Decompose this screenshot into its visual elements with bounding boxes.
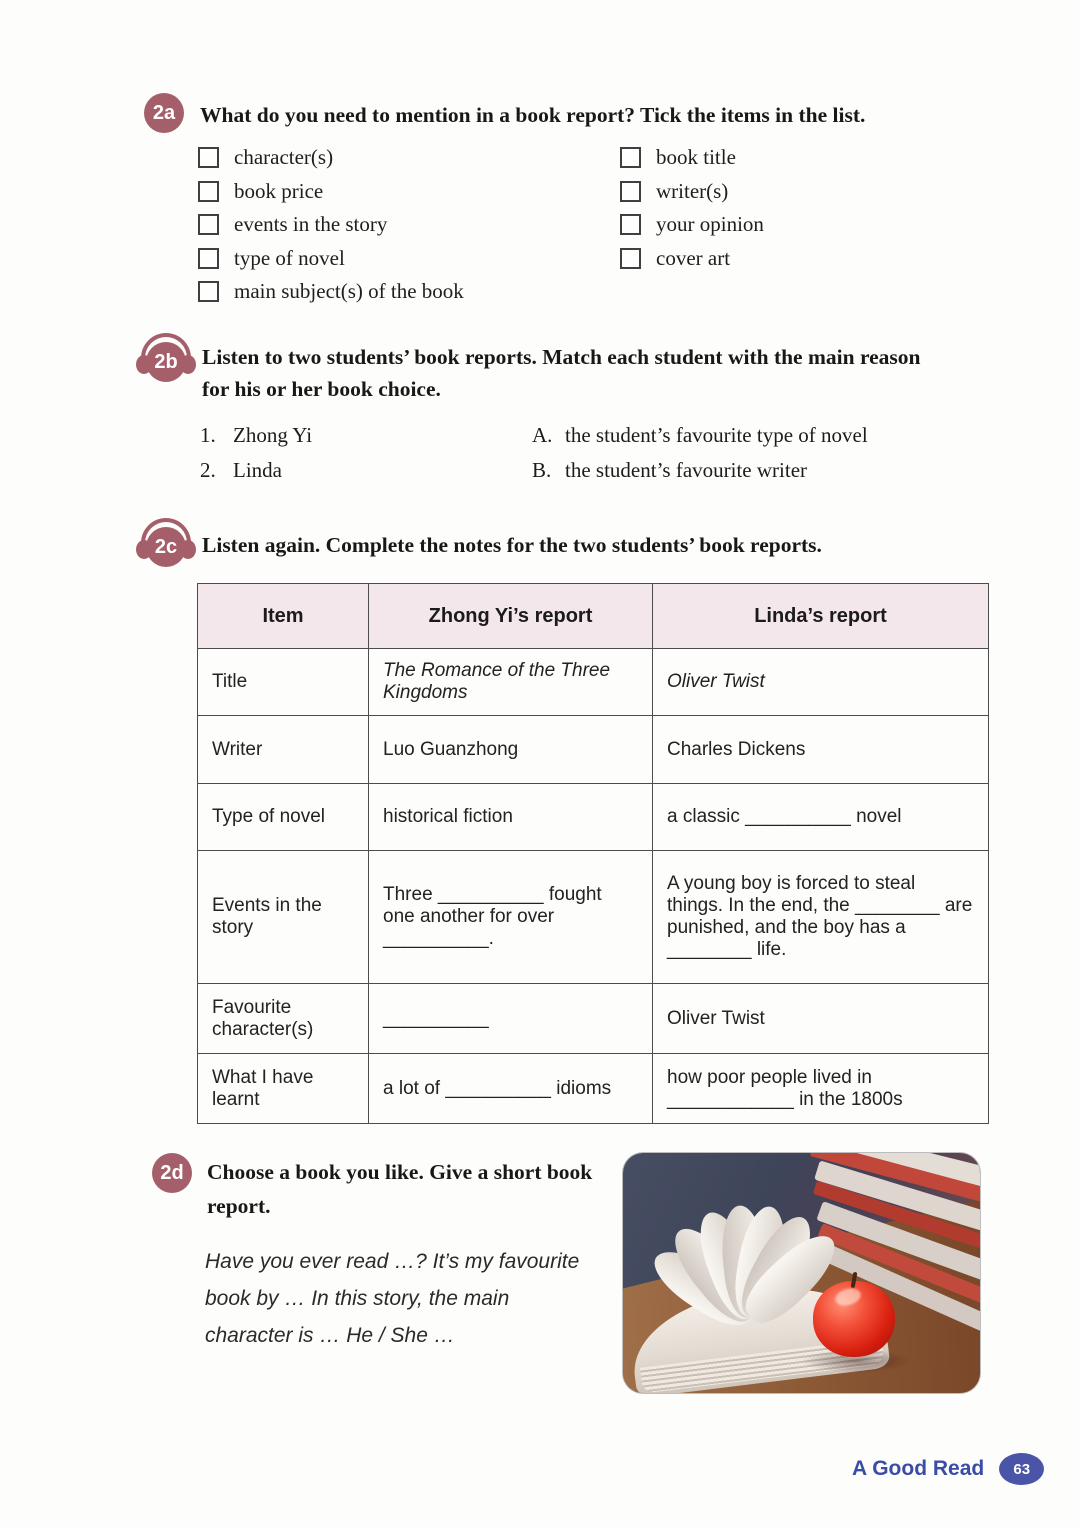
unit-title: A Good Read	[852, 1457, 985, 1480]
checklist-label: character(s)	[234, 145, 334, 170]
checkbox-icon[interactable]	[198, 248, 219, 269]
student-name: Linda	[233, 458, 282, 482]
zhong-favourite-cell: __________	[369, 984, 653, 1054]
student-name: Zhong Yi	[233, 423, 313, 447]
match-reason-item	[532, 418, 868, 453]
table-row-writer	[198, 716, 989, 784]
table-header-row	[198, 584, 989, 649]
checklist-item	[198, 175, 464, 209]
checklist-item	[198, 242, 464, 276]
checklist-label: type of novel	[234, 245, 345, 270]
match-student-item	[200, 453, 312, 488]
activity-number-2d: 2d	[152, 1153, 192, 1193]
match-reasons-column	[532, 418, 868, 488]
checklist-label: cover art	[656, 245, 731, 270]
zhong-writer-cell: Luo Guanzhong	[369, 716, 653, 784]
zhong-events-cell: Three __________ fought one another for over __________.	[369, 851, 653, 984]
checklist-item	[620, 208, 764, 242]
checkbox-icon[interactable]	[198, 281, 219, 302]
row-label: Title	[198, 649, 369, 716]
zhong-title-cell: The Romance of the Three Kingdoms	[369, 649, 653, 716]
checklist-label: writer(s)	[656, 178, 729, 203]
table-row-title	[198, 649, 989, 716]
table-row-type-of-novel	[198, 784, 989, 851]
row-label: Favourite character(s)	[198, 984, 369, 1054]
match-reason-item	[532, 453, 868, 488]
checkbox-icon[interactable]	[620, 181, 641, 202]
row-label: Events in the story	[198, 851, 369, 984]
checklist-label: your opinion	[656, 212, 764, 237]
column-header-linda: Linda’s report	[653, 584, 989, 649]
checklist-label: book price	[234, 178, 324, 203]
linda-favourite-cell: Oliver Twist	[653, 984, 989, 1054]
match-letter: B.	[532, 458, 552, 482]
match-students-column	[200, 418, 312, 488]
checklist-item	[620, 242, 764, 276]
reason-text: the student’s favourite writer	[565, 458, 808, 482]
zhong-type-cell: historical fiction	[369, 784, 653, 851]
row-label: Type of novel	[198, 784, 369, 851]
table-row-what-learnt	[198, 1054, 989, 1124]
section-2a-title: What do you need to mention in a book report? Tick the items in the list.	[200, 103, 866, 127]
row-label: Writer	[198, 716, 369, 784]
checkbox-icon[interactable]	[198, 147, 219, 168]
activity-badge-2d	[152, 1153, 192, 1193]
open-book-apple-photo	[623, 1153, 980, 1393]
checklist-item	[620, 141, 764, 175]
column-header-item: Item	[198, 584, 369, 649]
section-2d-title: Choose a book you like. Give a short book report.	[207, 1160, 593, 1218]
page-footer	[852, 1453, 1044, 1485]
row-label: What I have learnt	[198, 1054, 369, 1124]
linda-title-cell: Oliver Twist	[653, 649, 989, 716]
activity-number-2a: 2a	[144, 93, 184, 133]
match-student-item	[200, 418, 312, 453]
page-number-badge: 63	[999, 1453, 1044, 1485]
linda-type-cell: a classic __________ novel	[653, 784, 989, 851]
linda-events-cell: A young boy is forced to steal things. In the end, the ________ are punished, and the boy has a ________ life.	[653, 851, 989, 984]
activity-badge-2b	[146, 342, 186, 382]
checkbox-icon[interactable]	[198, 214, 219, 235]
checklist-label: book title	[656, 145, 736, 170]
linda-learnt-cell: how poor people lived in ____________ in the 1800s	[653, 1054, 989, 1124]
checklist-right-column	[620, 141, 764, 275]
book-report-notes-table	[197, 583, 989, 1124]
section-2c-title: Listen again. Complete the notes for the two students’ book reports.	[202, 533, 822, 557]
reason-text: the student’s favourite type of novel	[565, 423, 868, 447]
checklist-item	[620, 175, 764, 209]
checklist-item	[198, 141, 464, 175]
checkbox-icon[interactable]	[620, 248, 641, 269]
match-number: 2.	[200, 458, 216, 482]
red-apple-graphic	[813, 1281, 895, 1357]
checklist-item	[198, 208, 464, 242]
checkbox-icon[interactable]	[620, 147, 641, 168]
zhong-learnt-cell: a lot of __________ idioms	[369, 1054, 653, 1124]
activity-badge-2c	[146, 527, 186, 567]
column-header-zhong: Zhong Yi’s report	[369, 584, 653, 649]
activity-badge-2a	[144, 93, 184, 133]
checklist-left-column	[198, 141, 464, 309]
checklist-item	[198, 275, 464, 309]
activity-number-2b: 2b	[146, 342, 186, 382]
activity-number-2c: 2c	[146, 527, 186, 567]
checklist-label: main subject(s) of the book	[234, 279, 464, 304]
checkbox-icon[interactable]	[620, 214, 641, 235]
table-row-favourite-characters	[198, 984, 989, 1054]
match-number: 1.	[200, 423, 216, 447]
table-row-events	[198, 851, 989, 984]
example-speech-text: Have you ever read …? It’s my favourite book by … In this story, the main character is … He / She …	[205, 1250, 580, 1347]
match-letter: A.	[532, 423, 553, 447]
linda-writer-cell: Charles Dickens	[653, 716, 989, 784]
checkbox-icon[interactable]	[198, 181, 219, 202]
checklist-label: events in the story	[234, 212, 388, 237]
section-2b-title: Listen to two students’ book reports. Match each student with the main reason for his or her book choice.	[202, 345, 921, 401]
